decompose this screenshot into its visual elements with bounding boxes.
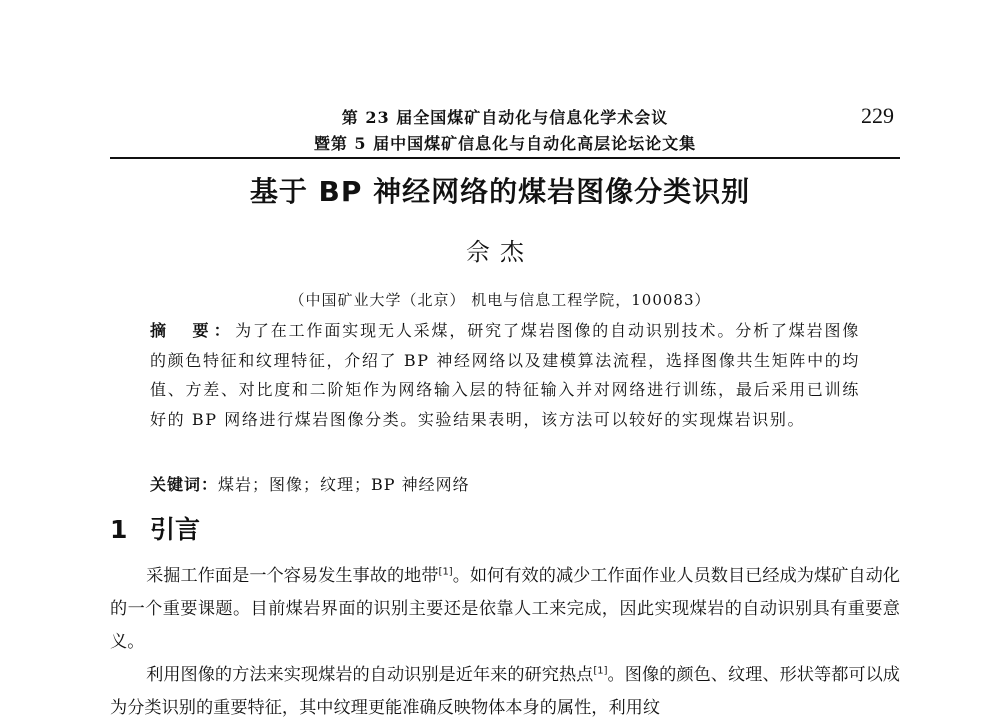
abstract-text: 为了在工作面实现无人采煤，研究了煤岩图像的自动识别技术。分析了煤岩图像的颜色特征和纹理特征，介绍了 BP 神经网络以及建模算法流程，选择图像共生矩阵中的均值、方差、对比度和二阶矩作为网络输入层的特征输入并对网络进行训练，最后采用已训练好的 BP 网络进行煤岩图像分类。实验结果表明，该方法可以较好的实现煤岩识别。 — [150, 321, 860, 429]
paper-title: 基于 BP 神经网络的煤岩图像分类识别 — [249, 175, 751, 208]
proceedings-title: 暨第 5 届中国煤矿信息化与自动化高层论坛论文集 — [313, 134, 697, 153]
conference-title: 第 23 届全国煤矿自动化与信息化学术会议 — [341, 108, 669, 127]
section-number: 1 — [110, 515, 128, 544]
keywords — [150, 470, 860, 499]
section-body — [110, 560, 900, 725]
keywords-label: 关键词： — [150, 475, 219, 494]
author-name: 佘杰 — [466, 238, 534, 266]
paragraph-text: 。图像的颜色、纹理、形状等都可以成为分类识别的重要特征，其中纹理更能准确反映物体本身的属性，利用纹 — [110, 665, 900, 718]
page-number: 229 — [861, 103, 894, 128]
paragraph-text: 采掘工作面是一个容易发生事故的地带 — [146, 566, 439, 586]
author-affiliation: （中国矿业大学（北京） 机电与信息工程学院，100083） — [289, 291, 711, 309]
citation: [1] — [593, 665, 608, 677]
abstract-label: 摘 要： — [150, 321, 236, 340]
abstract — [150, 316, 860, 434]
section-title: 引言 — [150, 515, 201, 544]
header-rule — [110, 157, 900, 159]
keywords-text: 煤岩；图像；纹理；BP 神经网络 — [218, 475, 470, 494]
paragraph — [110, 560, 900, 659]
section-heading — [110, 510, 200, 546]
citation: [1] — [438, 566, 453, 578]
paragraph-text: 利用图像的方法来实现煤岩的自动识别是近年来的研究热点 — [146, 665, 594, 685]
paragraph — [110, 659, 900, 725]
running-header — [110, 103, 900, 159]
paragraph-text: 。如何有效的减少工作面作业人员数目已经成为煤矿自动化的一个重要课题。目前煤岩界面的识别主要还是依靠人工来完成，因此实现煤岩的自动识别具有重要意义。 — [110, 566, 900, 652]
